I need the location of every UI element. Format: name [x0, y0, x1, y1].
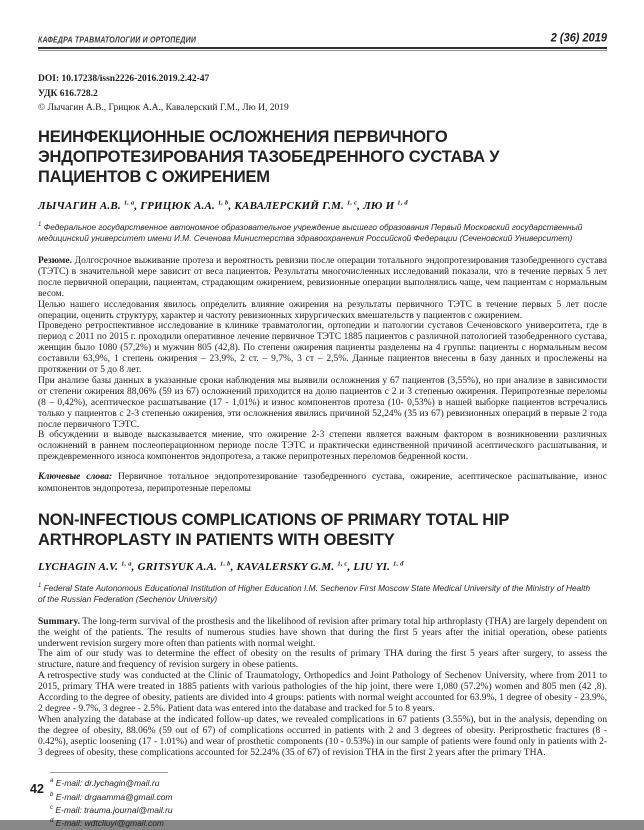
author-ru: КАВАЛЕРСКИЙ Г.М. $^{1, c}$, — [234, 199, 364, 213]
abstract-paragraph: В обсуждении и выводе высказывается мнение, что ожирение 2-3 степени является важным фактором в возникновении различных осложнений в раннем послеоперационном периоде после ТЭТС и практически единственной причиной асептического расшатывания, и преждевременного износа компонентов эндопротеза, а также перипротезных переломов бедренной кости. — [38, 430, 607, 463]
abstract-paragraphs — [38, 300, 607, 464]
summary-paragraph: When analyzing the database at the indicated follow-up dates, we revealed complications in 67 patients (3.55%), but in the analysis, depending on the degree of obesity, 88.06% (59 out of 67) of complications occurred in patients with 2 and 3 degrees of obesity. Periprosthetic fractures (8 - 0.42%), aseptic loosening (17 - 1.01%) and wear of prosthetic components (10 - 0.53%) in our sample of patients were found only in patients with 2-3 degrees of obesity, these complications accounted for 52.24% (35 of 67) of revision THA in the first 2 years after the primary THA. — [38, 714, 607, 758]
affiliation-ru-sup: 1 — [38, 222, 42, 229]
author-ru: ГРИЦЮК А.А. $^{1, b}$, — [140, 199, 235, 213]
authors-en — [38, 560, 607, 573]
affiliation-en-text: Federal State Autonomous Educational Institution of Higher Education I.M. Sechenov First Moscow State Medical University of the Ministry of Health of the Russian Federation (Sechenov University) — [38, 582, 591, 604]
affiliation-ru — [38, 220, 596, 244]
header-rule-thin — [38, 50, 607, 51]
abstract-label: Резюме. — [38, 255, 72, 266]
running-header — [38, 33, 607, 45]
summary-label: Summary. — [38, 616, 80, 627]
author-en: LIU YI. $^{1, d}$ — [353, 560, 404, 573]
footnote-item: $^b$ E-mail: drgaamma@gmail.com — [50, 791, 173, 802]
affiliation-en — [38, 581, 596, 605]
author-ru: ЛЫЧАГИН А.В. $^{1, a}$, — [38, 199, 141, 213]
summary-en — [38, 617, 607, 759]
footnotes — [50, 776, 607, 829]
keywords-label: Ключевые слова: — [38, 472, 113, 483]
keywords-text: Первичное тотальное эндопротезирование тазобедренного сустава, ожирение, асептическое расшатывание, износ компонентов эндопротеза, перипротезные переломы — [38, 472, 607, 494]
abstract-lead-text: Долгосрочное выживание протеза и вероятность ревизии после операции тотального эндопротезирования тазобедренного сустава (ТЭТС) в значительной мере зависит от веса пациентов. Результаты многочисленных исследований показали, что в течение первых 5 лет после первичной операции, пациентам, страдающим ожирением, ревизионные операции выполнялись чаще, чем пациентам с нормальным весом. — [38, 255, 607, 299]
article-title-ru: НЕИНФЕКЦИОННЫЕ ОСЛОЖНЕНИЯ ПЕРВИЧНОГО ЭНДОПРОТЕЗИРОВАНИЯ ТАЗОБЕДРЕННОГО СУСТАВА У ПАЦИЕНТОВ С ОЖИРЕНИЕМ — [38, 126, 500, 186]
author-ru: ЛЮ И $^{1, d}$ — [363, 199, 408, 213]
affiliation-ru-text: Федеральное государственное автономное образовательное учреждение высшего образования Первый Московский государственный медицинский университет имени И.М. Сеченова Министерства здравоохранения Российской Федерации (Сеченовский Университет) — [38, 221, 583, 243]
summary-lead-text: The long-term survival of the prosthesis and the likelihood of revision after primary total hip arthroplasty (THA) are largely dependent on the weight of the patients. The results of numerous studies have shown that during the first 5 years after the initial operation, obese patients underwent revision surgery more often than patients with normal weight. — [38, 616, 607, 649]
summary-paragraphs — [38, 649, 607, 758]
article-title-en: NON-INFECTIOUS COMPLICATIONS OF PRIMARY TOTAL HIP ARTHROPLASTY IN PATIENTS WITH OBESITY — [38, 510, 509, 550]
article-meta — [38, 72, 607, 116]
issue-number: 2 (36) 2019 — [550, 31, 607, 45]
summary-paragraph: The aim of our study was to determine the effect of obesity on the results of primary THA during the first 5 years after surgery, to assess the structure, nature and frequency of revision surgery in obese patients. — [38, 649, 607, 671]
abstract-paragraph: Проведено ретроспективное исследование в клинике травматологии, ортопедии и патологии суставов Сеченовского университета, где в период с 2011 по 2015 г. проходили оперативное лечение первичное ТЭТС 1885 пациентов с различной патологией тазобедренного сустава, женщин было 1080 (57,2%) и мужчин 805 (42,8). По степени ожирения пациенты разделены на 4 группы: пациенты с нормальным весом составили 63,9%, 1 степень ожирения – 23,9%, 2 ст. – 9,7%, 3 ст – 2,5%. Данные пациентов внесены в базу данных и прослежены на протяжении от 5 до 8 лет. — [38, 321, 607, 376]
summary-paragraph: A retrospective study was conducted at the Clinic of Traumatology, Orthopedics and Joint Pathology of Sechenov University, where from 2011 to 2015, primary THA were treated in 1885 patients with various pathologies of the hip joint, there were 1,080 (57.2%) women and 805 men (42 ,8). According to the degree of obesity, patients are divided into 4 groups: patients with normal weight accounted for 63.9%, 1 degree of obesity - 23.9%, 2 degree - 9.7%, 3 degree - 2.5%. Patient data was entered into the database and tracked for 5 to 8 years. — [38, 671, 607, 714]
abstract-ru — [38, 256, 607, 463]
footnote-item: $^c$ E-mail: trauma.journal@mail.ru — [50, 804, 173, 815]
summary-lead-paragraph — [38, 617, 607, 650]
udk-line: УДК 616.728.2 — [38, 88, 98, 99]
header-rule-thick — [38, 47, 607, 49]
abstract-lead-paragraph — [38, 256, 607, 300]
author-en: KAVALERSKY G.M. $^{1, c}$, — [236, 560, 354, 573]
affiliation-en-sup: 1 — [38, 582, 42, 589]
page-number: 42 — [30, 782, 44, 796]
journal-name: КАФЕДРА ТРАВМАТОЛОГИИ И ОРТОПЕДИИ — [38, 36, 197, 45]
authors-ru — [38, 200, 607, 213]
footnote-item: $^a$ E-mail: dr.lychagin@mail.ru — [50, 778, 160, 789]
abstract-paragraph: При анализе базы данных в указанные сроки наблюдения мы выявили осложнения у 67 пациентов (3,55%), но при анализе в зависимости от степени ожирения 88,06% (59 из 67) осложнений приходится на долю пациентов с 2 и 3 степенью ожирения. Перипротезные переломы (8 – 0,42%), асептическое расшатывание (17 - 1,01%) и износ компонентов протеза (10- 0,53%) в нашей выборке пациентов встречались только у пациентов с 2-3 степенью ожирения, эти осложнения явились причиной 52,24% (35 из 67) ревизионных операций в первые 2 года после первичного ТЭТС. — [38, 375, 607, 430]
author-en: GRITSYUK A.A. $^{1, b}$, — [137, 560, 237, 573]
abstract-paragraph: Целью нашего исследования явилось определить влияние ожирения на результаты первичного ТЭТС в течение первых 5 лет после операции, оценить структуру, характер и частоту ревизионных хирургических вмешательств у пациентов с ожирением. — [38, 299, 607, 321]
doi-line: DOI: 10.17238/issn2226-2016.2019.2.42-47 — [38, 74, 210, 84]
footnote-rule — [50, 772, 168, 773]
author-en: LYCHAGIN A.V. $^{1, a}$, — [38, 560, 138, 573]
footnote-item: $^d$ E-mail: wdtcliuyi@gmail.com — [50, 818, 165, 829]
copyright-line: © Лычагин А.В., Грицюк А.А., Кавалерский Г.М., Лю И, 2019 — [38, 103, 289, 113]
keywords-block — [38, 472, 607, 495]
